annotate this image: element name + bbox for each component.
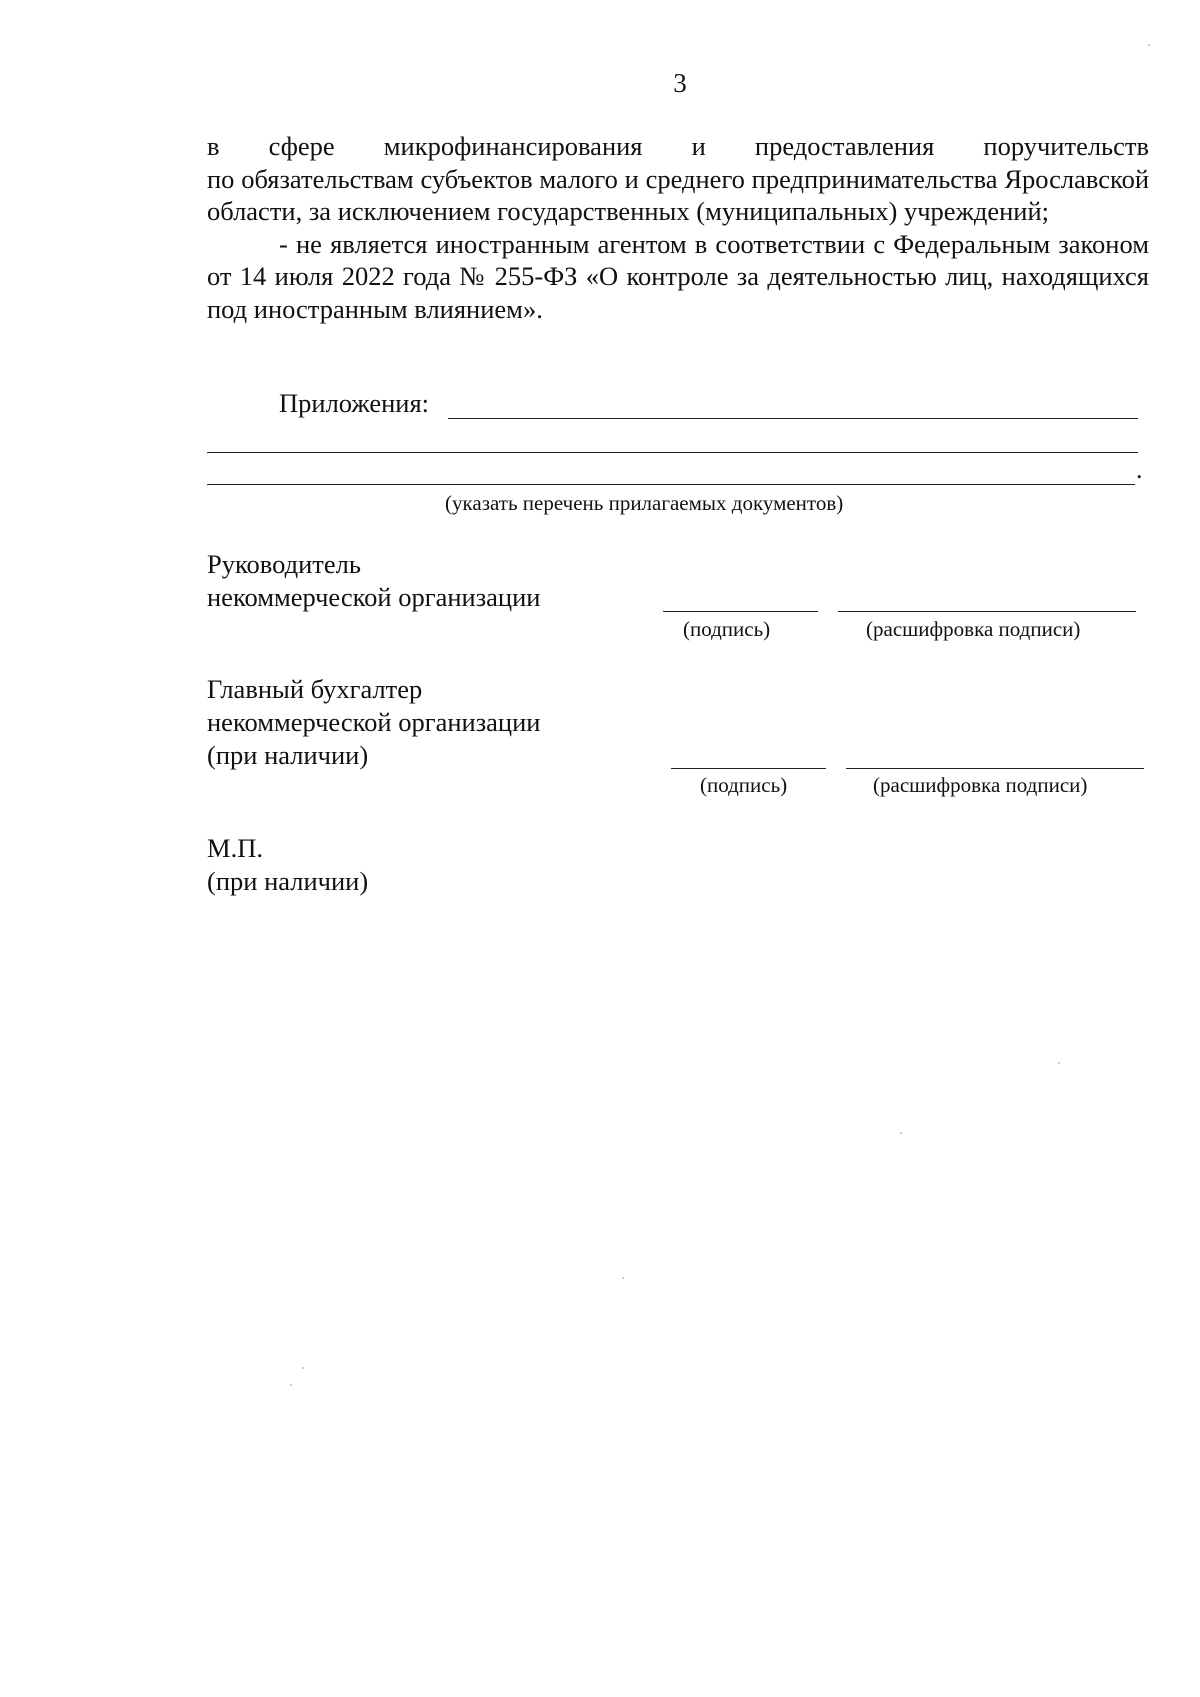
scan-speck <box>622 1277 624 1279</box>
scan-speck <box>900 1132 902 1134</box>
accountant-label-line-3: (при наличии) <box>207 740 369 770</box>
scan-speck <box>290 1384 292 1386</box>
director-signature-line[interactable] <box>663 611 818 612</box>
attachments-line-1[interactable] <box>448 418 1138 419</box>
director-label <box>207 548 540 614</box>
accountant-label <box>207 673 540 772</box>
director-label-line-1: Руководитель <box>207 549 361 579</box>
accountant-decoding-caption: (расшифровка подписи) <box>873 773 1088 797</box>
director-signature-caption: (подпись) <box>683 617 771 641</box>
paragraph-1: по обязательствам субъектов малого и среднего предпринимательства Ярославской области, за исключением государственных (муниципальных) учреждений; <box>207 163 1149 227</box>
director-label-line-2: некоммерческой организации <box>207 582 541 612</box>
attachments-caption: (указать перечень прилагаемых документов) <box>445 491 844 515</box>
attachments-end-mark: . <box>1136 455 1143 484</box>
accountant-label-line-1: Главный бухгалтер <box>207 674 423 704</box>
stamp-label-line-2: (при наличии) <box>207 866 369 896</box>
director-decoding-caption: (расшифровка подписи) <box>866 617 1081 641</box>
attachments-label: Приложения: <box>279 388 430 418</box>
paragraph-1-first-line: в сфере микрофинансирования и предоставления поручительств <box>207 131 1149 161</box>
paragraph-2: - не является иностранным агентом в соответствии с Федеральным законом от 14 июля 2022 года № 255-ФЗ «О контроле за деятельностью лиц, находящихся под иностранным влиянием». <box>207 228 1149 324</box>
body-text <box>207 130 1149 326</box>
attachments-line-2[interactable] <box>207 452 1138 453</box>
accountant-decoding-line[interactable] <box>846 768 1144 769</box>
accountant-signature-caption: (подпись) <box>700 773 788 797</box>
accountant-label-line-2: некоммерческой организации <box>207 707 541 737</box>
accountant-signature-line[interactable] <box>671 768 826 769</box>
attachments-line-3[interactable] <box>207 484 1135 485</box>
scan-speck <box>1058 1062 1060 1064</box>
scan-speck <box>1148 44 1150 46</box>
director-decoding-line[interactable] <box>838 611 1136 612</box>
page-number: 3 <box>673 68 687 98</box>
stamp-label-line-1: М.П. <box>207 833 263 863</box>
stamp-label <box>207 832 368 898</box>
scan-speck <box>302 1367 304 1369</box>
